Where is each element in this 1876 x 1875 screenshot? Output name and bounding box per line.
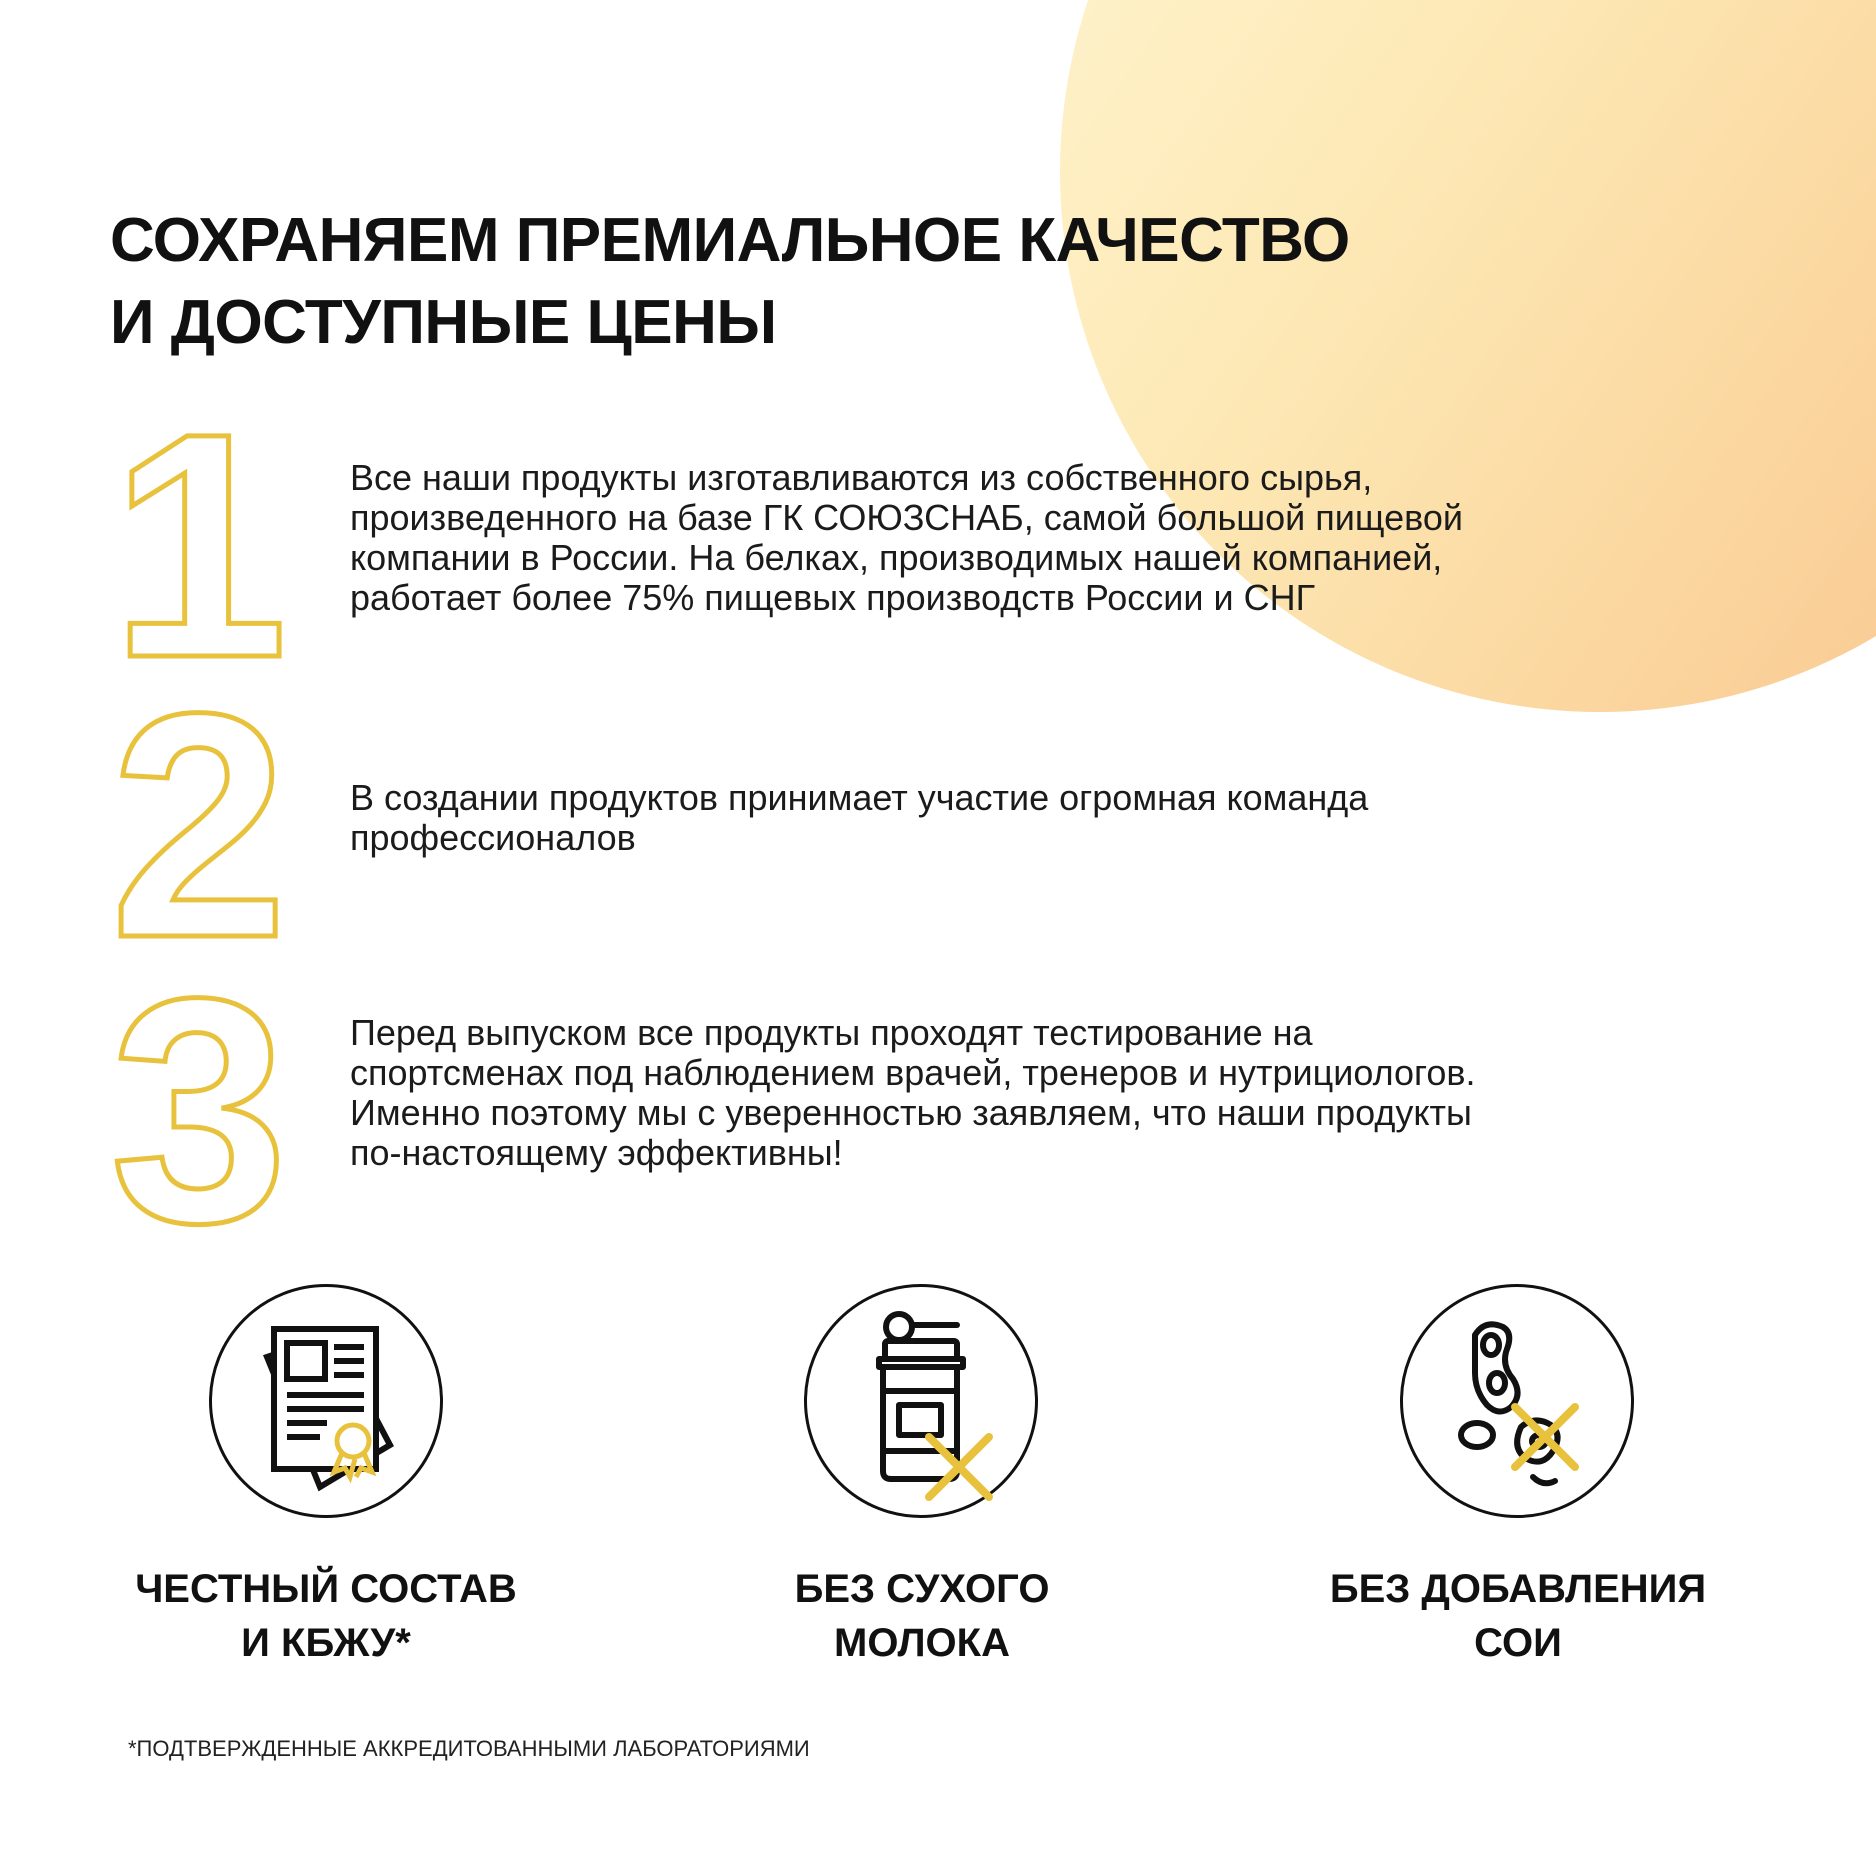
feature-circle-certificate	[209, 1284, 443, 1518]
step-3-line: Перед выпуском все продукты проходят тестирование на	[350, 1012, 1313, 1053]
feature-label-line: ЧЕСТНЫЙ СОСТАВ	[135, 1567, 517, 1611]
feature-label-no-milk	[702, 1562, 1142, 1670]
feature-label-line: И КБЖУ*	[241, 1621, 411, 1665]
feature-label-line: БЕЗ ДОБАВЛЕНИЯ	[1329, 1567, 1707, 1611]
no-soy-icon	[1403, 1287, 1631, 1515]
step-2-text	[350, 778, 1368, 858]
step-3-text	[350, 1013, 1476, 1173]
feature-label-line: БЕЗ СУХОГО	[794, 1567, 1050, 1611]
page-title	[110, 200, 1350, 364]
step-3-number: 3	[110, 931, 288, 1289]
step-3-line: по-настоящему эффективны!	[350, 1132, 843, 1173]
step-3-line: спортсменах под наблюдением врачей, тренеров и нутрициологов.	[350, 1052, 1476, 1093]
title-line-1: СОХРАНЯЕМ ПРЕМИАЛЬНОЕ КАЧЕСТВО	[110, 206, 1350, 275]
feature-circle-no-milk	[804, 1284, 1038, 1518]
footnote: *ПОДТВЕРЖДЕННЫЕ АККРЕДИТОВАННЫМИ ЛАБОРАТОРИЯМИ	[128, 1736, 810, 1761]
feature-label-no-soy	[1298, 1562, 1738, 1670]
step-3-line: Именно поэтому мы с уверенностью заявляем, что наши продукты	[350, 1092, 1472, 1133]
step-1-text	[350, 458, 1463, 618]
step-1-line: компании в России. На белках, производимых нашей компанией,	[350, 537, 1443, 578]
step-1-number: 1	[110, 366, 288, 724]
step-2-line: профессионалов	[350, 817, 636, 858]
feature-circle-no-soy	[1400, 1284, 1634, 1518]
step-1-line: произведенного на базе ГК СОЮЗСНАБ, самой большой пищевой	[350, 497, 1463, 538]
step-1-line: Все наши продукты изготавливаются из собственного сырья,	[350, 457, 1373, 498]
step-2-line: В создании продуктов принимает участие огромная команда	[350, 777, 1369, 818]
step-2-number: 2	[110, 646, 288, 1004]
step-1-line: работает более 75% пищевых производств России и СНГ	[350, 577, 1316, 618]
feature-label-honest-composition	[106, 1562, 546, 1670]
feature-label-line: МОЛОКА	[834, 1621, 1010, 1665]
feature-label-line: СОИ	[1474, 1621, 1562, 1665]
certificate-icon	[212, 1287, 440, 1515]
title-line-2: И ДОСТУПНЫЕ ЦЕНЫ	[110, 288, 777, 357]
no-milk-powder-icon	[807, 1287, 1035, 1515]
